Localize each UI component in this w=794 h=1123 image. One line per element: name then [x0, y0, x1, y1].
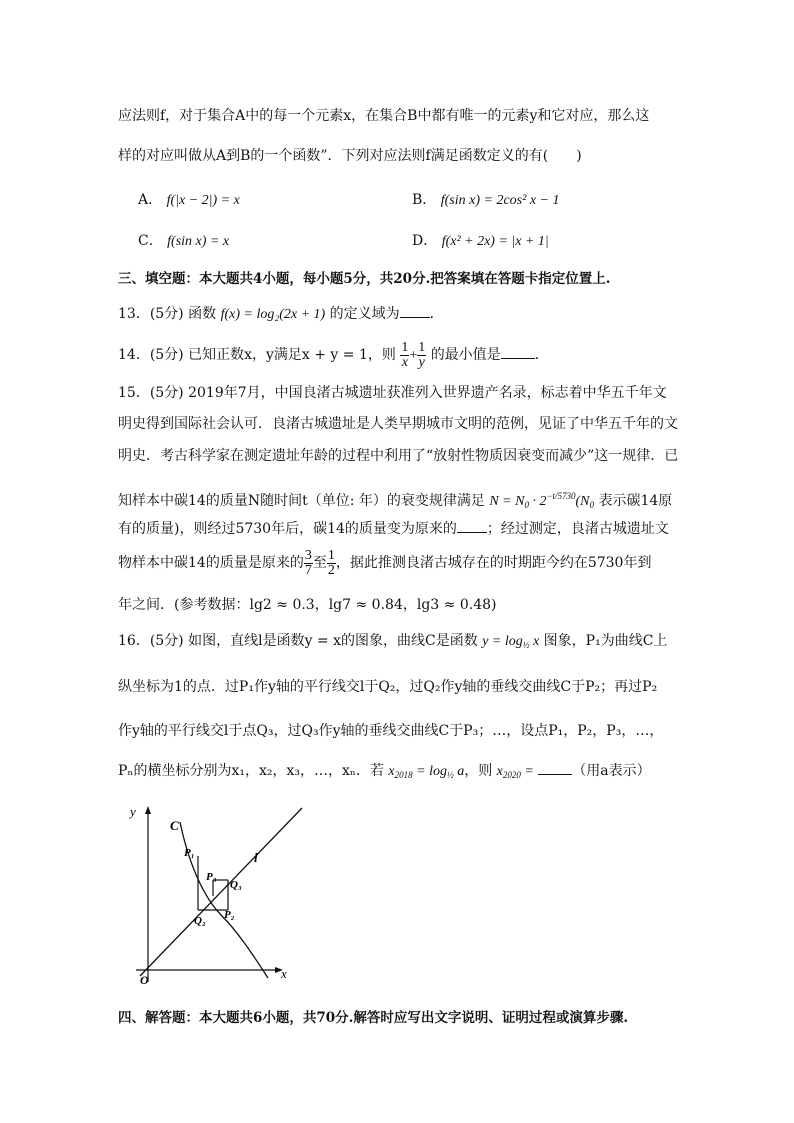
q16-line-4: [118, 760, 651, 785]
option-label: D．: [412, 233, 438, 249]
label-y: y: [130, 804, 136, 819]
q16-line-1b: 图象，P₁为曲线C上: [543, 633, 668, 649]
decay-formula: $N = N_0 \cdot 2^{-t/5730}(N_0$: [489, 491, 595, 510]
q15-line-4: [118, 486, 672, 515]
q12-line-1: 应法则f，对于集合A中的每一个元素x，在集合B中都有唯一的元素y和它对应，那么这: [118, 108, 650, 124]
label-q2: Q₂: [194, 915, 206, 927]
q16-line-1a: 16．(5分) 如图，直线l是函数y = x的图象，曲线C是函数: [118, 633, 478, 649]
q16-line-4c: （用a表示）: [572, 763, 651, 779]
q14: 14．(5分) 已知正数x，y满足x + y = 1，则 $\frac{1}{x}$ + $\frac{1}{y}$ 的最小值是 ．: [118, 339, 549, 370]
section-4-heading: 四、解答题：本大题共6小题，共70分.解答时应写出文字说明、证明过程或演算步骤.: [118, 1010, 629, 1026]
q13-suffix: 的定义域为: [329, 306, 400, 322]
curve-c: [180, 822, 268, 978]
q12-option-a: [138, 190, 240, 211]
line-l: [140, 808, 302, 976]
label-x: x: [281, 966, 287, 981]
q15-line-3: 明史．考古科学家在测定遗址年龄的过程中利用了“放射性物质因衰变而减少”这一规律．已: [118, 448, 679, 464]
q16-line-1: [118, 631, 667, 655]
q13-prefix: 13．(5分) 函数: [118, 306, 217, 322]
fraction-1-over-y: $\frac{1}{y}$: [418, 339, 426, 370]
answer-blank[interactable]: [400, 303, 430, 318]
label-p3: P₃: [206, 871, 217, 883]
label-l: l: [254, 850, 258, 865]
fraction-1-over-2: $\frac{1}{2}$: [327, 547, 335, 578]
q15-line-1: 15．(5分) 2019年7月，中国良渚古城遗址获准列入世界遗产名录，标志着中华五千年文: [118, 385, 667, 401]
q16-line-4a: Pₙ的横坐标分别为x₁，x₂，x₃，…，xₙ．若: [118, 763, 384, 779]
q12-option-c: [138, 231, 229, 252]
q15-line-6a: 物样本中碳14的质量是原来的: [118, 555, 304, 571]
q12-line-2: 样的对应叫做从A到B的一个函数”．下列对应法则f满足函数定义的有( ): [118, 148, 582, 164]
q13: [118, 303, 444, 325]
q15-line-6mid: 至: [312, 555, 327, 571]
q15-line-7: 年之间．(参考数据：lg2 ≈ 0.3，lg7 ≈ 0.84，lg3 ≈ 0.48): [118, 597, 497, 613]
q15-line-6: [118, 546, 651, 580]
q15-line-4b: 表示碳14原: [598, 493, 673, 509]
q14-end: ．: [534, 347, 549, 363]
x2020-expr: $x_{2020}$ =: [496, 764, 534, 780]
q15-line-5: [118, 518, 669, 539]
label-q3: Q₃: [230, 879, 242, 891]
fraction-1-over-x: $\frac{1}{x}$: [401, 339, 409, 370]
label-p1: P₁: [184, 847, 195, 859]
option-label: A．: [138, 192, 163, 208]
q14-prefix: 14．(5分) 已知正数x，y满足x + y = 1，则: [118, 347, 396, 363]
q16-figure: [118, 800, 318, 990]
section-3-heading: 三、填空题：本大题共4小题，每小题5分，共20分.把答案填在答题卡指定位置上.: [118, 271, 611, 287]
q15-line-5b: ；经过测定，良渚古城遗址文: [486, 521, 669, 537]
q15-line-2: 明史得到国际社会认可．良渚古城遗址是人类早期城市文明的范例，见证了中华五千年的文: [118, 416, 678, 432]
answer-blank[interactable]: [538, 760, 572, 775]
q12-option-b: [412, 190, 559, 211]
q16-line-4b: ，则: [464, 763, 493, 779]
q13-end: ．: [429, 306, 444, 322]
q14-suffix: 的最小值是: [430, 347, 501, 363]
option-label: C．: [138, 233, 163, 249]
q15-line-5a: 有的质量)，则经过5730年后，碳14的质量变为原来的: [118, 521, 457, 537]
label-p2: P₂: [224, 909, 235, 921]
x2018-expr: $x_{2018} = \log_{\frac{1}{2}} a$: [388, 764, 465, 780]
option-label: B．: [412, 192, 437, 208]
q16-line-2: 纵坐标为1的点．过P₁作y轴的平行线交l于Q₂，过Q₂作y轴的垂线交曲线C于P₂；再过P₂: [118, 679, 658, 695]
fraction-3-over-7: $\frac{3}{7}$: [304, 547, 312, 578]
option-expr: f(sin x) = x: [167, 234, 230, 249]
answer-blank[interactable]: [457, 518, 487, 533]
label-c: C: [170, 818, 179, 833]
y-axis-arrow: [145, 806, 151, 814]
option-expr: f(|x − 2|) = x: [166, 193, 240, 208]
label-origin: O: [140, 973, 149, 987]
option-expr: f(x² + 2x) = |x + 1|: [441, 234, 549, 249]
answer-blank[interactable]: [501, 344, 535, 359]
option-expr: f(sin x) = 2cos² x − 1: [440, 193, 560, 208]
q12-option-d: [412, 231, 549, 252]
q13-expr: f(x) = log₂(2x + 1): [220, 307, 326, 322]
log-function: $y = \log_{\frac{1}{2}} x$: [482, 634, 540, 650]
q16-line-3: 作y轴的平行线交l于点Q₃，过Q₃作y轴的垂线交曲线C于P₃；…，设点P₁，P₂，P₃，…，: [118, 723, 664, 739]
q15-line-6b: ，据此推测良渚古城存在的时期距今约在5730年到: [335, 555, 652, 571]
q15-line-4a: 知样本中碳14的质量N随时间t（单位: 年）的衰变规律满足: [118, 493, 485, 509]
